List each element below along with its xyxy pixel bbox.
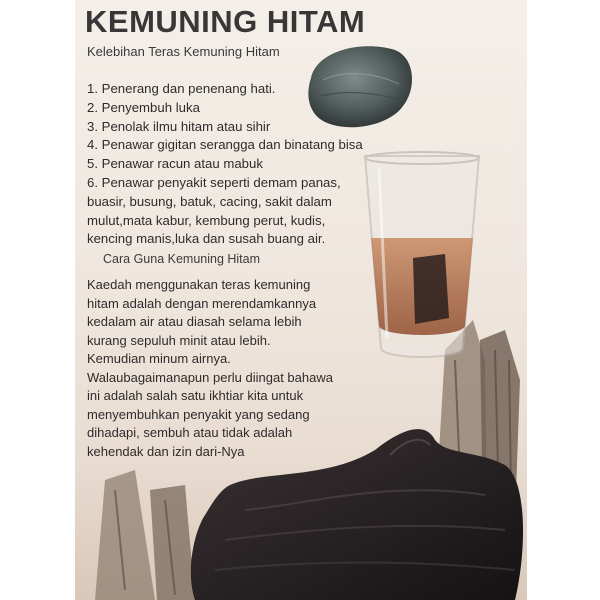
- paragraph-line: ini adalah salah satu ikhtiar kita untuk: [87, 388, 304, 403]
- list-item: mulut,mata kabur, kembung perut, kudis,: [87, 212, 326, 228]
- paragraph-line: kedalam air atau diasah selama lebih: [87, 314, 302, 329]
- list-item: 5. Penawar racun atau mabuk: [87, 156, 263, 172]
- list-item: 6. Penawar penyakit seperti demam panas,: [87, 174, 341, 190]
- list-item: 2. Penyembuh luka: [87, 99, 200, 115]
- paragraph-line: Kaedah menggunakan teras kemuning: [87, 277, 311, 292]
- paragraph-line: hitam adalah dengan merendamkannya: [87, 295, 317, 311]
- list-item: 1. Penerang dan penenang hati.: [87, 81, 276, 96]
- list-item: 3. Penolak ilmu hitam atau sihir: [87, 118, 271, 134]
- list-item: 4. Penawar gigitan serangga dan binatang bisa: [87, 137, 363, 153]
- kemuning-wood-image: [185, 410, 527, 600]
- poster: [75, 0, 527, 600]
- usage-heading: Cara Guna Kemuning Hitam: [103, 252, 261, 266]
- list-item: buasir, busung, batuk, cacing, sakit dalam: [87, 193, 332, 209]
- paragraph-line: kurang sepuluh minit atau lebih.: [87, 332, 271, 348]
- paragraph-line: Walaubagaimanapun perlu diingat bahawa: [87, 369, 333, 385]
- page-title: KEMUNING HITAM: [85, 4, 366, 39]
- paragraph-line: kehendak dan izin dari-Nya: [87, 443, 245, 459]
- glass-of-water-image: [357, 148, 487, 368]
- paragraph-line: menyembuhkan penyakit yang sedang: [87, 406, 310, 422]
- paragraph-line: Kemudian minum airnya.: [87, 351, 231, 366]
- benefits-list: [87, 80, 363, 249]
- subtitle: Kelebihan Teras Kemuning Hitam: [87, 44, 280, 59]
- list-item: kencing manis,luka dan susah buang air.: [87, 231, 326, 247]
- paragraph-line: dihadapi, sembuh atau tidak adalah: [87, 425, 293, 440]
